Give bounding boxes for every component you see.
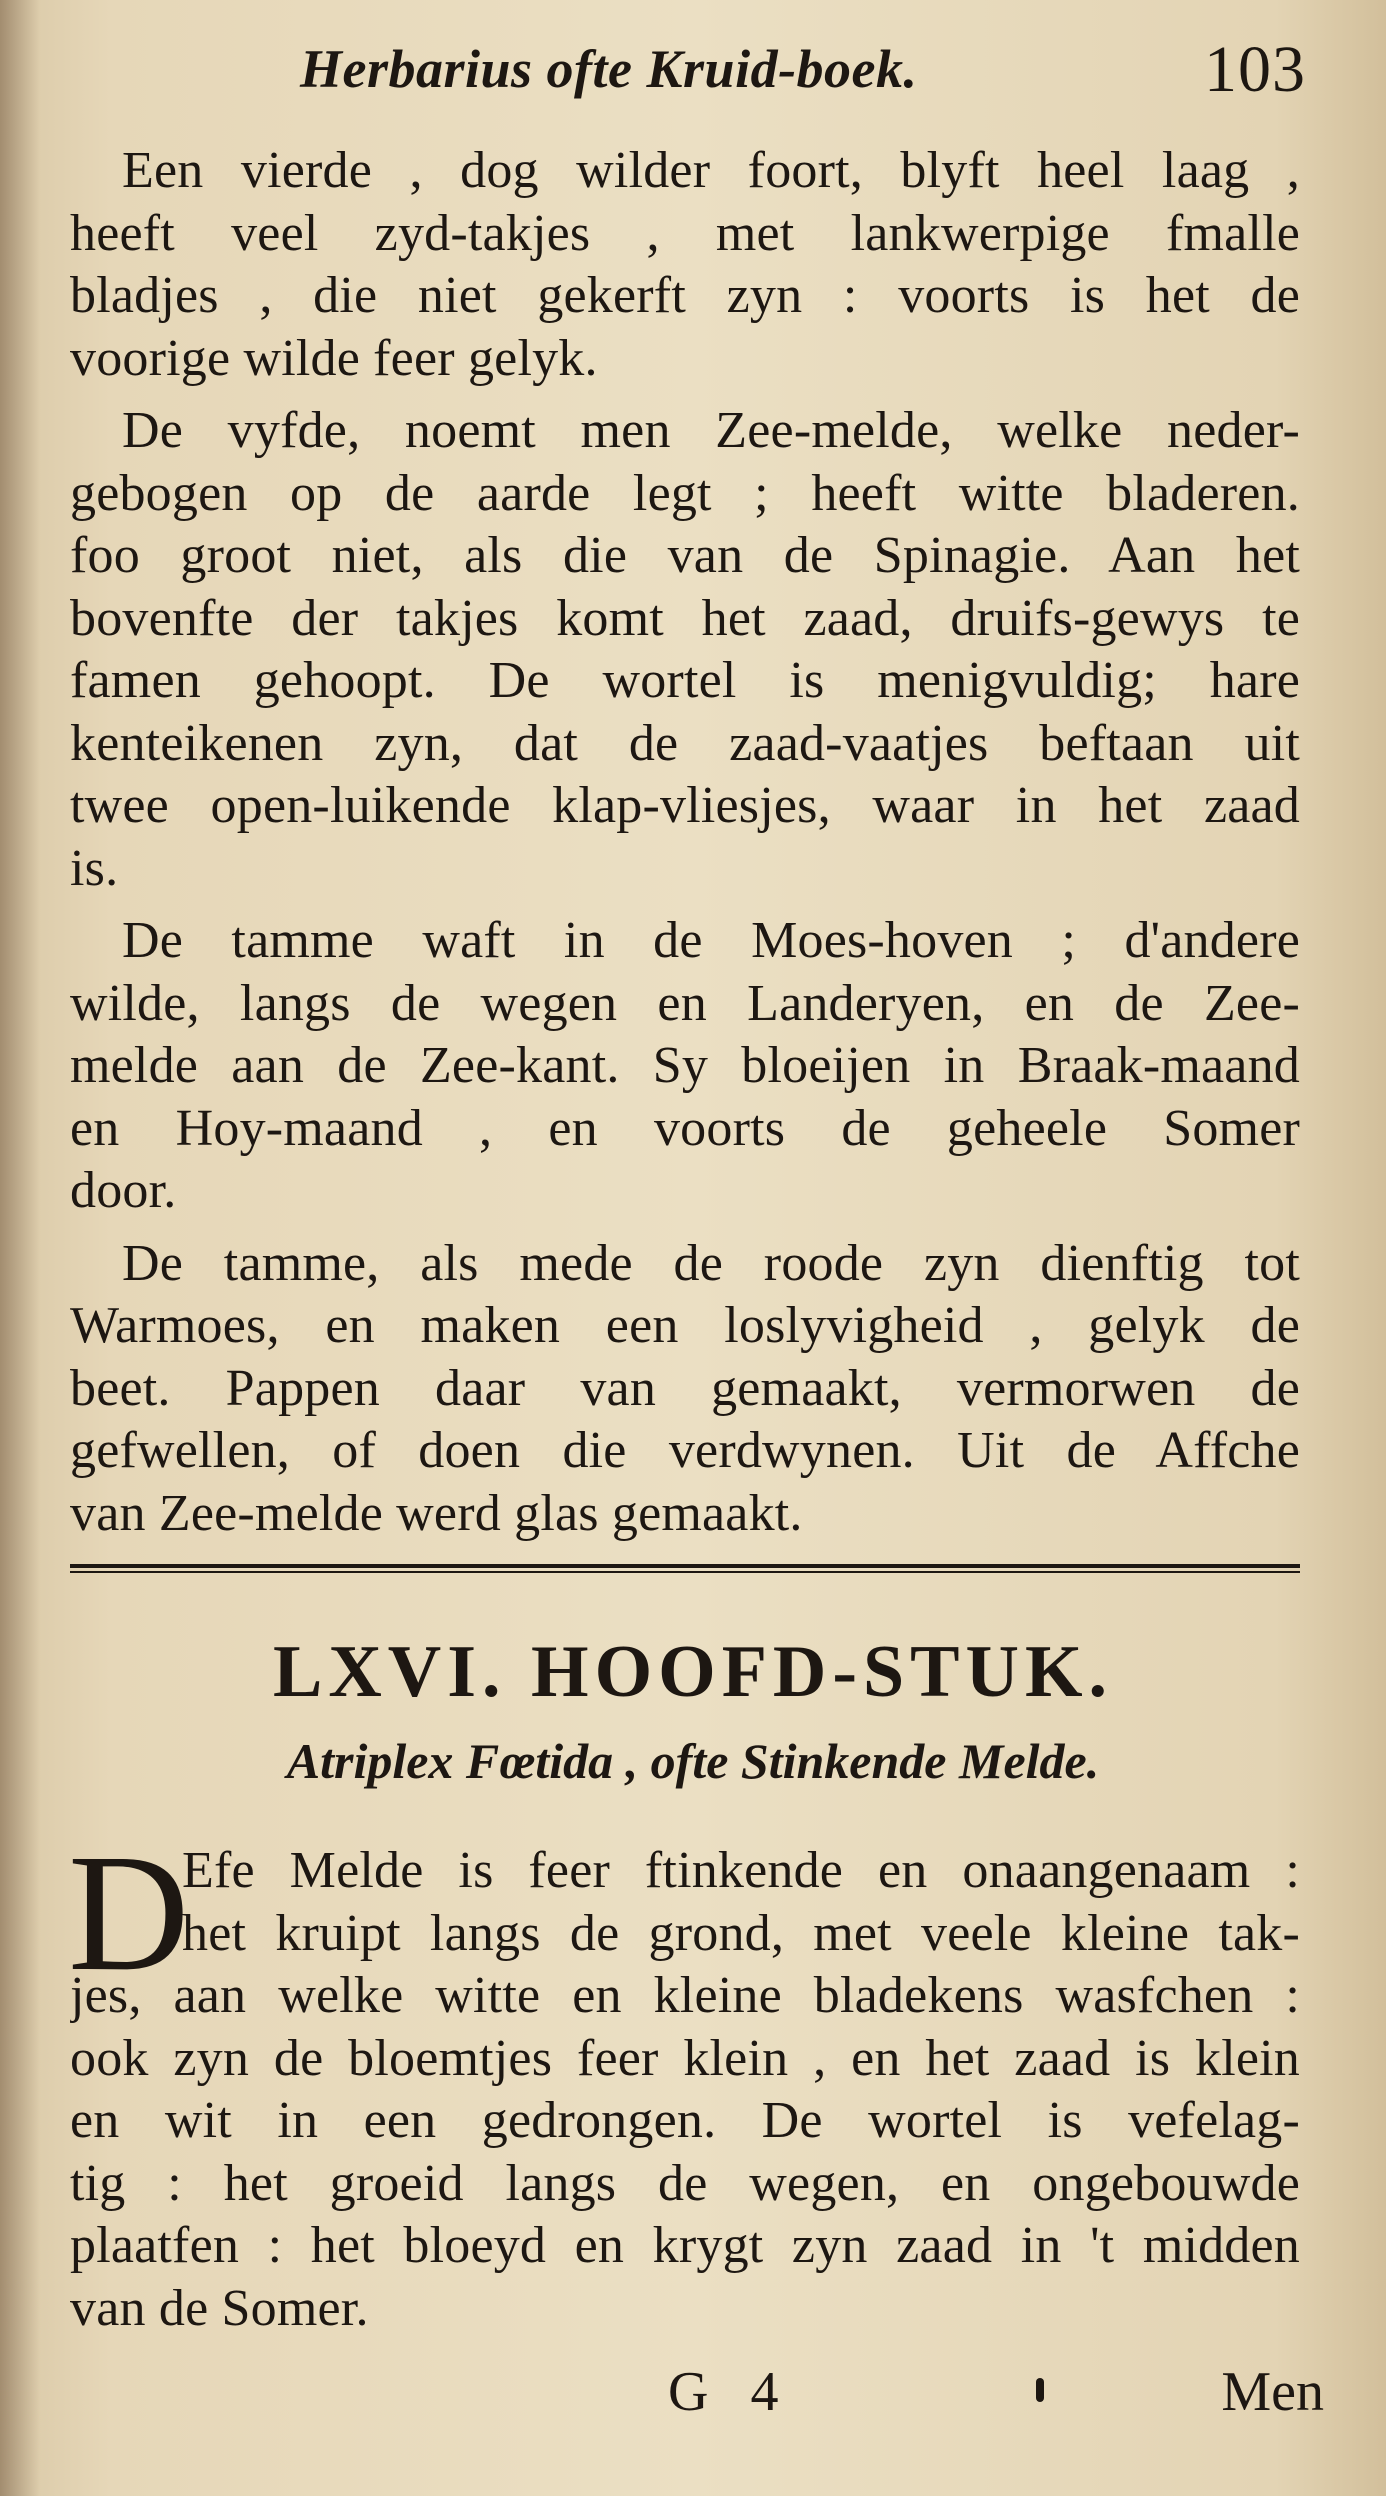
text-line: Efe Melde is feer ftinkende en onaangenaam : — [182, 1842, 1300, 1899]
section-1-text — [70, 140, 1300, 1555]
paragraph — [70, 1233, 1300, 1546]
running-title: Herbarius ofte Kruid-boek. — [300, 39, 918, 99]
text-line: bladjes , die niet gekerft zyn : voorts is het de — [70, 267, 1300, 324]
paragraph — [70, 910, 1300, 1223]
paragraph — [70, 140, 1300, 390]
text-line: bovenfte der takjes komt het zaad, druifs-gewys te — [70, 589, 1300, 647]
page-number: 103 — [1204, 33, 1306, 106]
text-line: foo groot niet, als die van de Spinagie. Aan het — [70, 527, 1300, 584]
text-line: en wit in een gedrongen. De wortel is vefelag- — [70, 2092, 1300, 2149]
ornament-mark — [1036, 2378, 1044, 2402]
text-line: Een vierde , dog wilder foort, blyft heel laag , — [122, 142, 1300, 199]
text-line: het kruipt langs de grond, met veele kleine tak- — [182, 1904, 1300, 1962]
chapter-subtitle: Atriplex Fœtida , ofte Stinkende Melde. — [286, 1733, 1100, 1789]
text-line: kenteikenen zyn, dat de zaad-vaatjes beftaan uit — [70, 714, 1300, 772]
text-line: voorige wilde feer gelyk. — [70, 329, 598, 387]
section-2-text — [68, 1820, 1300, 2340]
text-line: van de Somer. — [70, 2279, 369, 2337]
page-footer — [0, 2360, 1386, 2440]
signature-mark: G 4 — [668, 2361, 793, 2423]
text-line: melde aan de Zee-kant. Sy bloeijen in Braak-maand — [70, 1037, 1300, 1094]
text-line: wilde, langs de wegen en Landeryen, en de Zee- — [70, 974, 1300, 1032]
text-line: tig : het groeid langs de wegen, en ongebouwde — [70, 2154, 1300, 2212]
text-line: De tamme, als mede de roode zyn dienftig tot — [122, 1234, 1300, 1292]
paragraph — [70, 400, 1300, 900]
text-line: jes, aan welke witte en kleine bladekens wasfchen : — [70, 1967, 1300, 2024]
spine-shadow — [0, 0, 40, 2496]
text-line: ook zyn de bloemtjes feer klein , en het zaad is klein — [70, 2029, 1300, 2087]
drop-cap: D — [68, 1820, 190, 2006]
text-line: famen gehoopt. De wortel is menigvuldig; hare — [70, 652, 1300, 709]
text-line: plaatfen : het bloeyd en krygt zyn zaad in 't midden — [70, 2217, 1300, 2274]
text-line: twee open-luikende klap-vliesjes, waar in het zaad — [70, 777, 1300, 834]
catchword: Men — [1221, 2361, 1324, 2423]
section-divider-rule — [70, 1562, 1300, 1574]
text-line: door. — [70, 1162, 177, 1219]
page-header — [300, 33, 1306, 128]
text-line: De vyfde, noemt men Zee-melde, welke neder- — [122, 402, 1300, 459]
text-line: beet. Pappen daar van gemaakt, vermorwen de — [70, 1359, 1300, 1417]
chapter-heading: LXVI. HOOFD-STUK. — [272, 1631, 1113, 1713]
text-line: Warmoes, en maken een loslyvigheid , gelyk de — [70, 1297, 1300, 1354]
text-line: en Hoy-maand , en voorts de geheele Somer — [70, 1099, 1300, 1157]
text-line: is. — [70, 839, 119, 897]
text-line: heeft veel zyd-takjes , met lankwerpige fmalle — [70, 204, 1300, 262]
text-line: De tamme waft in de Moes-hoven ; d'andere — [122, 912, 1300, 969]
text-line: gebogen op de aarde legt ; heeft witte bladeren. — [70, 464, 1300, 522]
text-line: gefwellen, of doen die verdwynen. Uit de Affche — [70, 1422, 1300, 1479]
text-line: van Zee-melde werd glas gemaakt. — [70, 1484, 803, 1542]
